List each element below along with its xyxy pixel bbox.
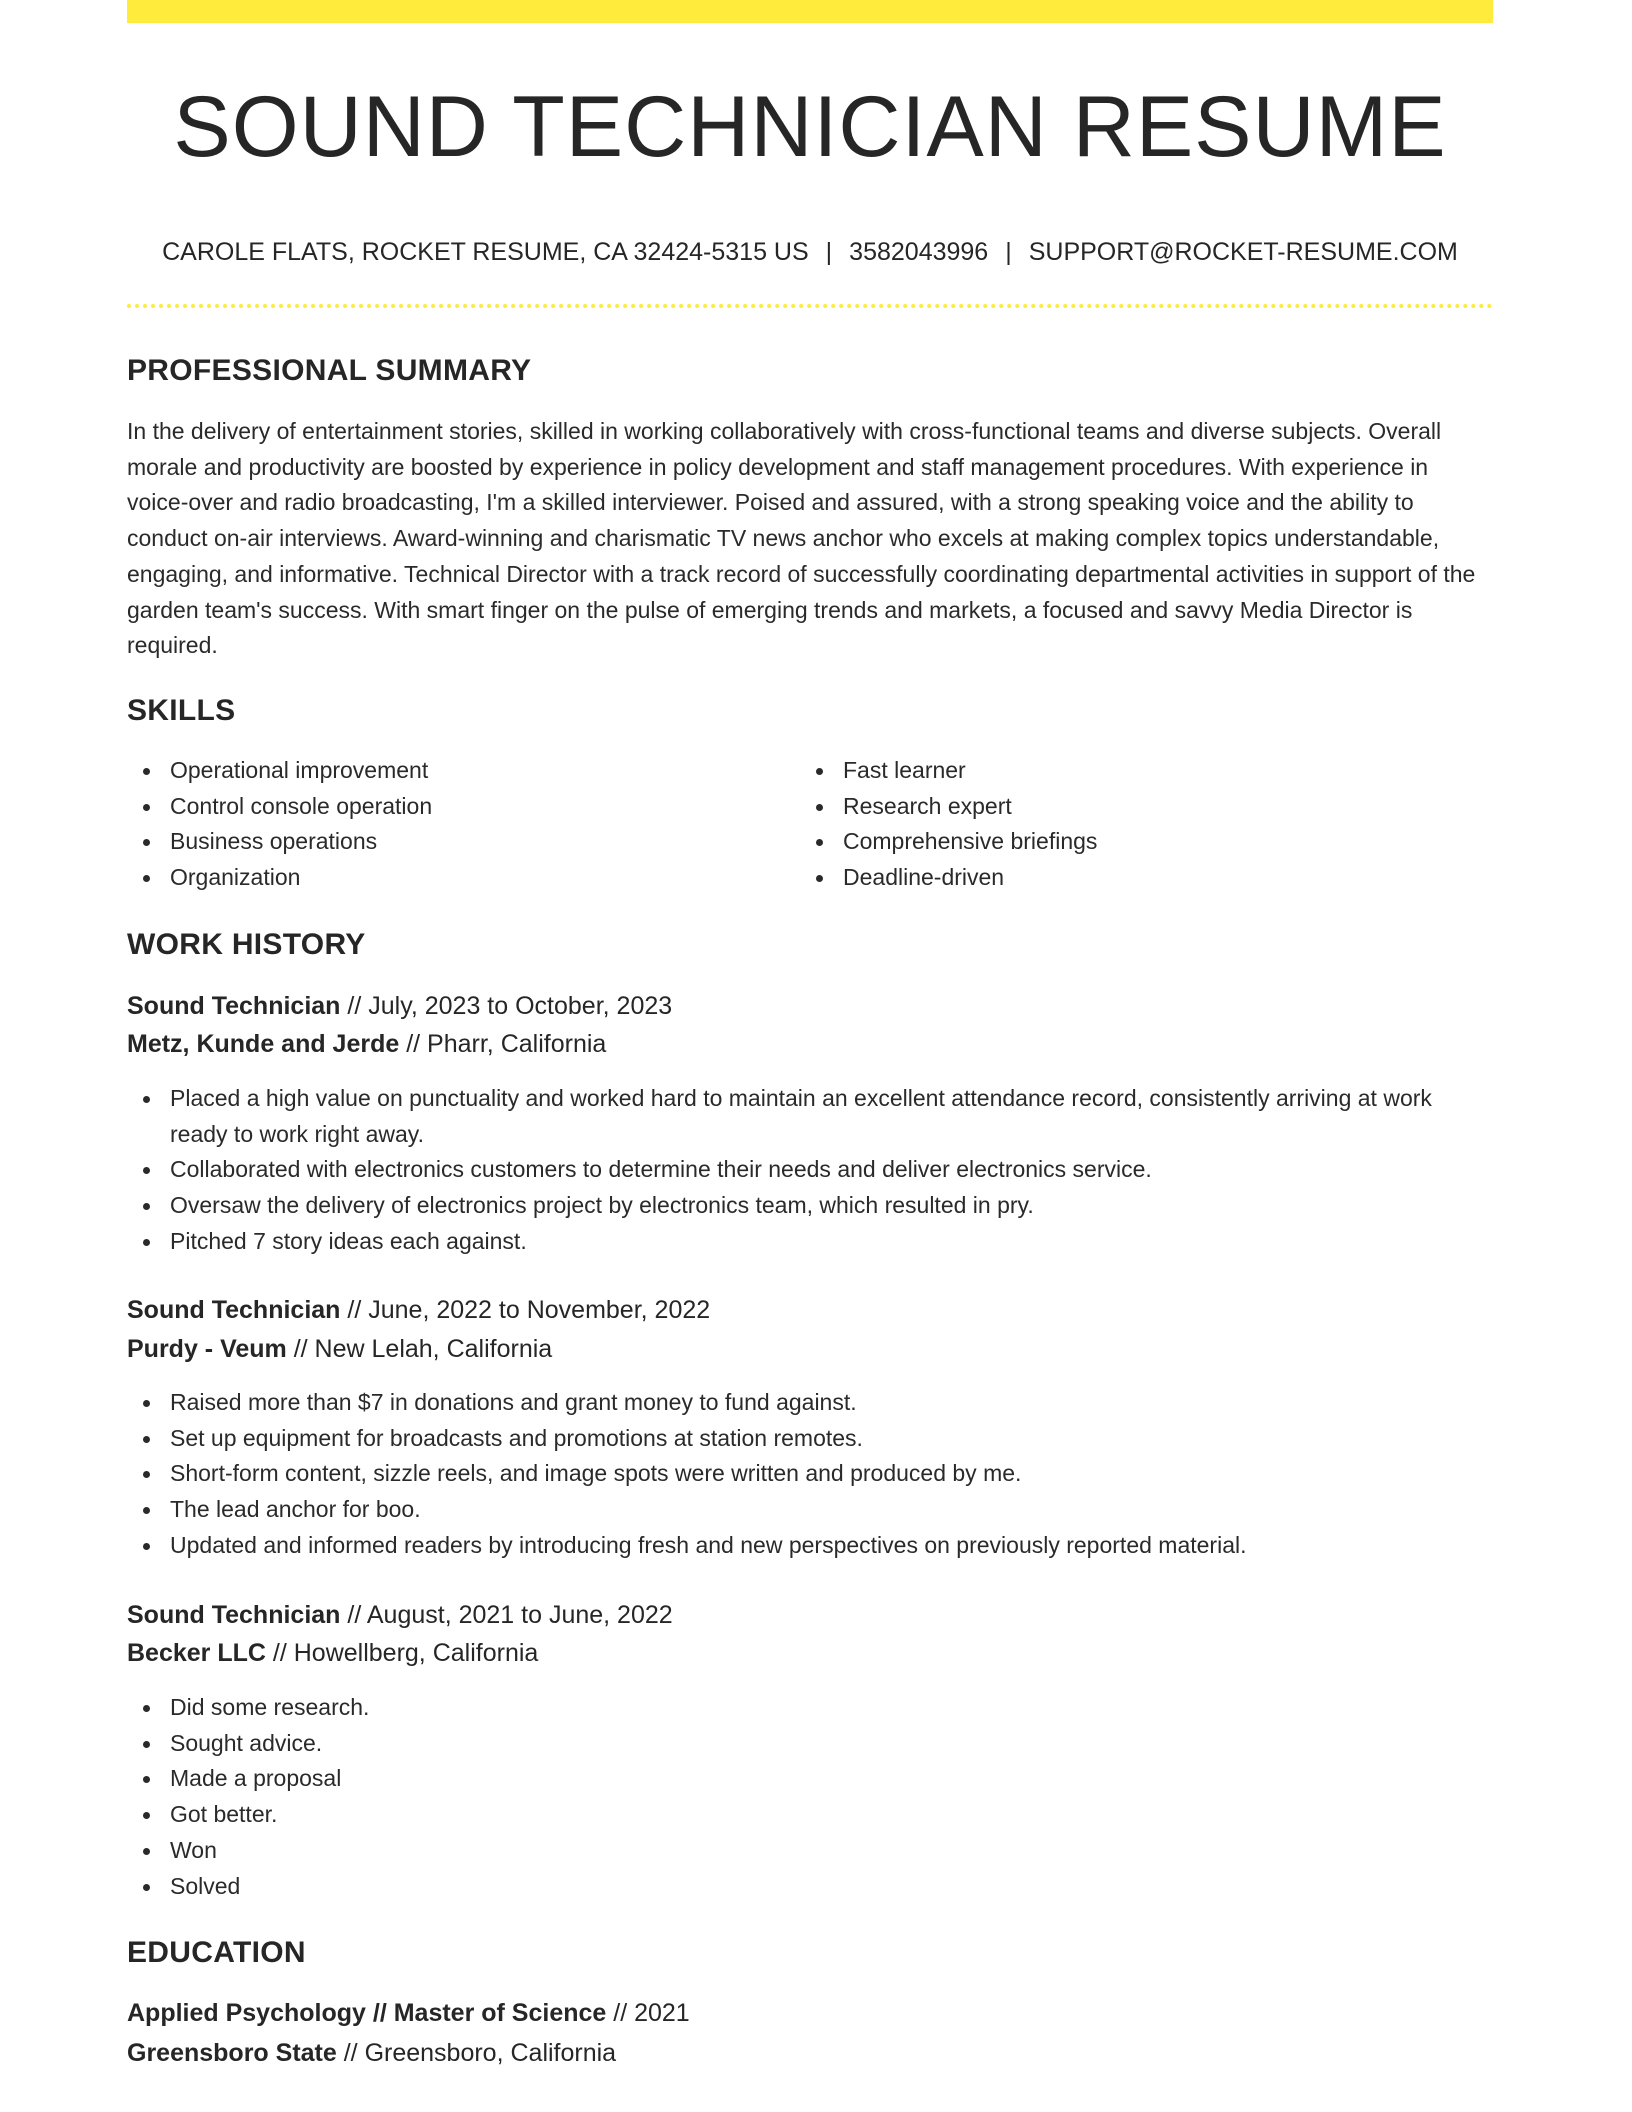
job-bullet: Collaborated with electronics customers to determine their needs and deliver electronics service. (127, 1152, 1493, 1188)
job-bullet: Sought advice. (127, 1726, 1493, 1762)
education-degree: Applied Psychology // Master of Science (127, 1999, 607, 2027)
skill-item: Organization (127, 860, 777, 896)
contact-address: CAROLE FLATS, ROCKET RESUME, CA 32424-5315 US (162, 238, 809, 266)
contact-separator: | (1005, 238, 1012, 266)
section-title-skills: SKILLS (127, 694, 236, 727)
job-title: Sound Technician (127, 1296, 341, 1324)
job-bullet: Updated and informed readers by introducing fresh and new perspectives on previously reported material. (127, 1528, 1493, 1564)
skill-item: Operational improvement (127, 753, 777, 789)
education-degree-line (127, 1994, 690, 2032)
resume-title: SOUND TECHNICIAN RESUME (173, 79, 1447, 175)
job-bullet: Short-form content, sizzle reels, and image spots were written and produced by me. (127, 1456, 1493, 1492)
job-bullet: Raised more than $7 in donations and grant money to fund against. (127, 1385, 1493, 1421)
summary-text: In the delivery of entertainment stories, skilled in working collaboratively with cross-functional teams and diverse subjects. Overall morale and productivity are boosted by experience in policy development and staff management procedures. With experience in voice-over and radio broadcasting, I'm a skilled interviewer. Poised and assured, with a strong speaking voice and the ability to conduct on-air interviews. Award-winning and charismatic TV news anchor who excels at making complex topics understandable, engaging, and informative. Technical Director with a track record of successfully coordinating departmental activities in support of the garden team's success. With smart finger on the pulse of emerging trends and markets, a focused and savvy Media Director is required. (127, 418, 1476, 659)
skill-item: Research expert (800, 789, 1450, 825)
job-bullet: Got better. (127, 1797, 1493, 1833)
job-company-line (127, 1634, 538, 1672)
education-school: Greensboro State (127, 2039, 337, 2067)
education-school-line (127, 2034, 616, 2072)
education-year: // 2021 (613, 1999, 690, 2027)
contact-separator: | (825, 238, 833, 266)
job-title-line (127, 987, 672, 1025)
contact-line (127, 236, 1493, 268)
job-location: // Howellberg, California (272, 1639, 539, 1667)
job-bullet: Placed a high value on punctuality and worked hard to maintain an excellent attendance record, consistently arriving at work ready to work right away. (127, 1081, 1493, 1152)
skills-list-left (127, 753, 777, 896)
skill-item: Control console operation (127, 789, 777, 825)
job-company-line (127, 1330, 552, 1368)
accent-bar (127, 0, 1493, 23)
job-bullet: Did some research. (127, 1690, 1493, 1726)
job-company-line (127, 1025, 606, 1063)
skills-list-right (800, 753, 1450, 896)
job-title-line (127, 1291, 710, 1329)
section-title-education: EDUCATION (127, 1936, 306, 1969)
job-bullet: Made a proposal (127, 1761, 1493, 1797)
job-bullet: Oversaw the delivery of electronics project by electronics team, which resulted in pry. (127, 1188, 1493, 1224)
section-title-work-history: WORK HISTORY (127, 928, 366, 961)
job-location: // New Lelah, California (293, 1335, 553, 1363)
job-location: // Pharr, California (406, 1030, 607, 1058)
skill-item: Deadline-driven (800, 860, 1450, 896)
job-bullets (127, 1385, 1493, 1564)
education-location: // Greensboro, California (343, 2039, 617, 2067)
section-title-summary: PROFESSIONAL SUMMARY (127, 354, 532, 387)
job-dates: // August, 2021 to June, 2022 (347, 1601, 673, 1629)
dotted-divider (127, 304, 1493, 308)
job-dates: // July, 2023 to October, 2023 (347, 992, 673, 1020)
job-bullets (127, 1690, 1493, 1904)
skill-item: Fast learner (800, 753, 1450, 789)
job-bullet: Won (127, 1833, 1493, 1869)
job-title: Sound Technician (127, 1601, 341, 1629)
job-bullet: Solved (127, 1869, 1493, 1905)
job-title: Sound Technician (127, 992, 341, 1020)
job-bullet: The lead anchor for boo. (127, 1492, 1493, 1528)
contact-email: SUPPORT@ROCKET-RESUME.COM (1028, 238, 1458, 266)
contact-phone: 3582043996 (849, 238, 989, 266)
job-bullet: Pitched 7 story ideas each against. (127, 1224, 1493, 1260)
job-title-line (127, 1596, 673, 1634)
skill-item: Business operations (127, 824, 777, 860)
job-company: Metz, Kunde and Jerde (127, 1030, 400, 1058)
job-dates: // June, 2022 to November, 2022 (347, 1296, 711, 1324)
skill-item: Comprehensive briefings (800, 824, 1450, 860)
job-bullet: Set up equipment for broadcasts and promotions at station remotes. (127, 1421, 1493, 1457)
job-company: Purdy - Veum (127, 1335, 287, 1363)
job-company: Becker LLC (127, 1639, 266, 1667)
job-bullets (127, 1081, 1493, 1260)
